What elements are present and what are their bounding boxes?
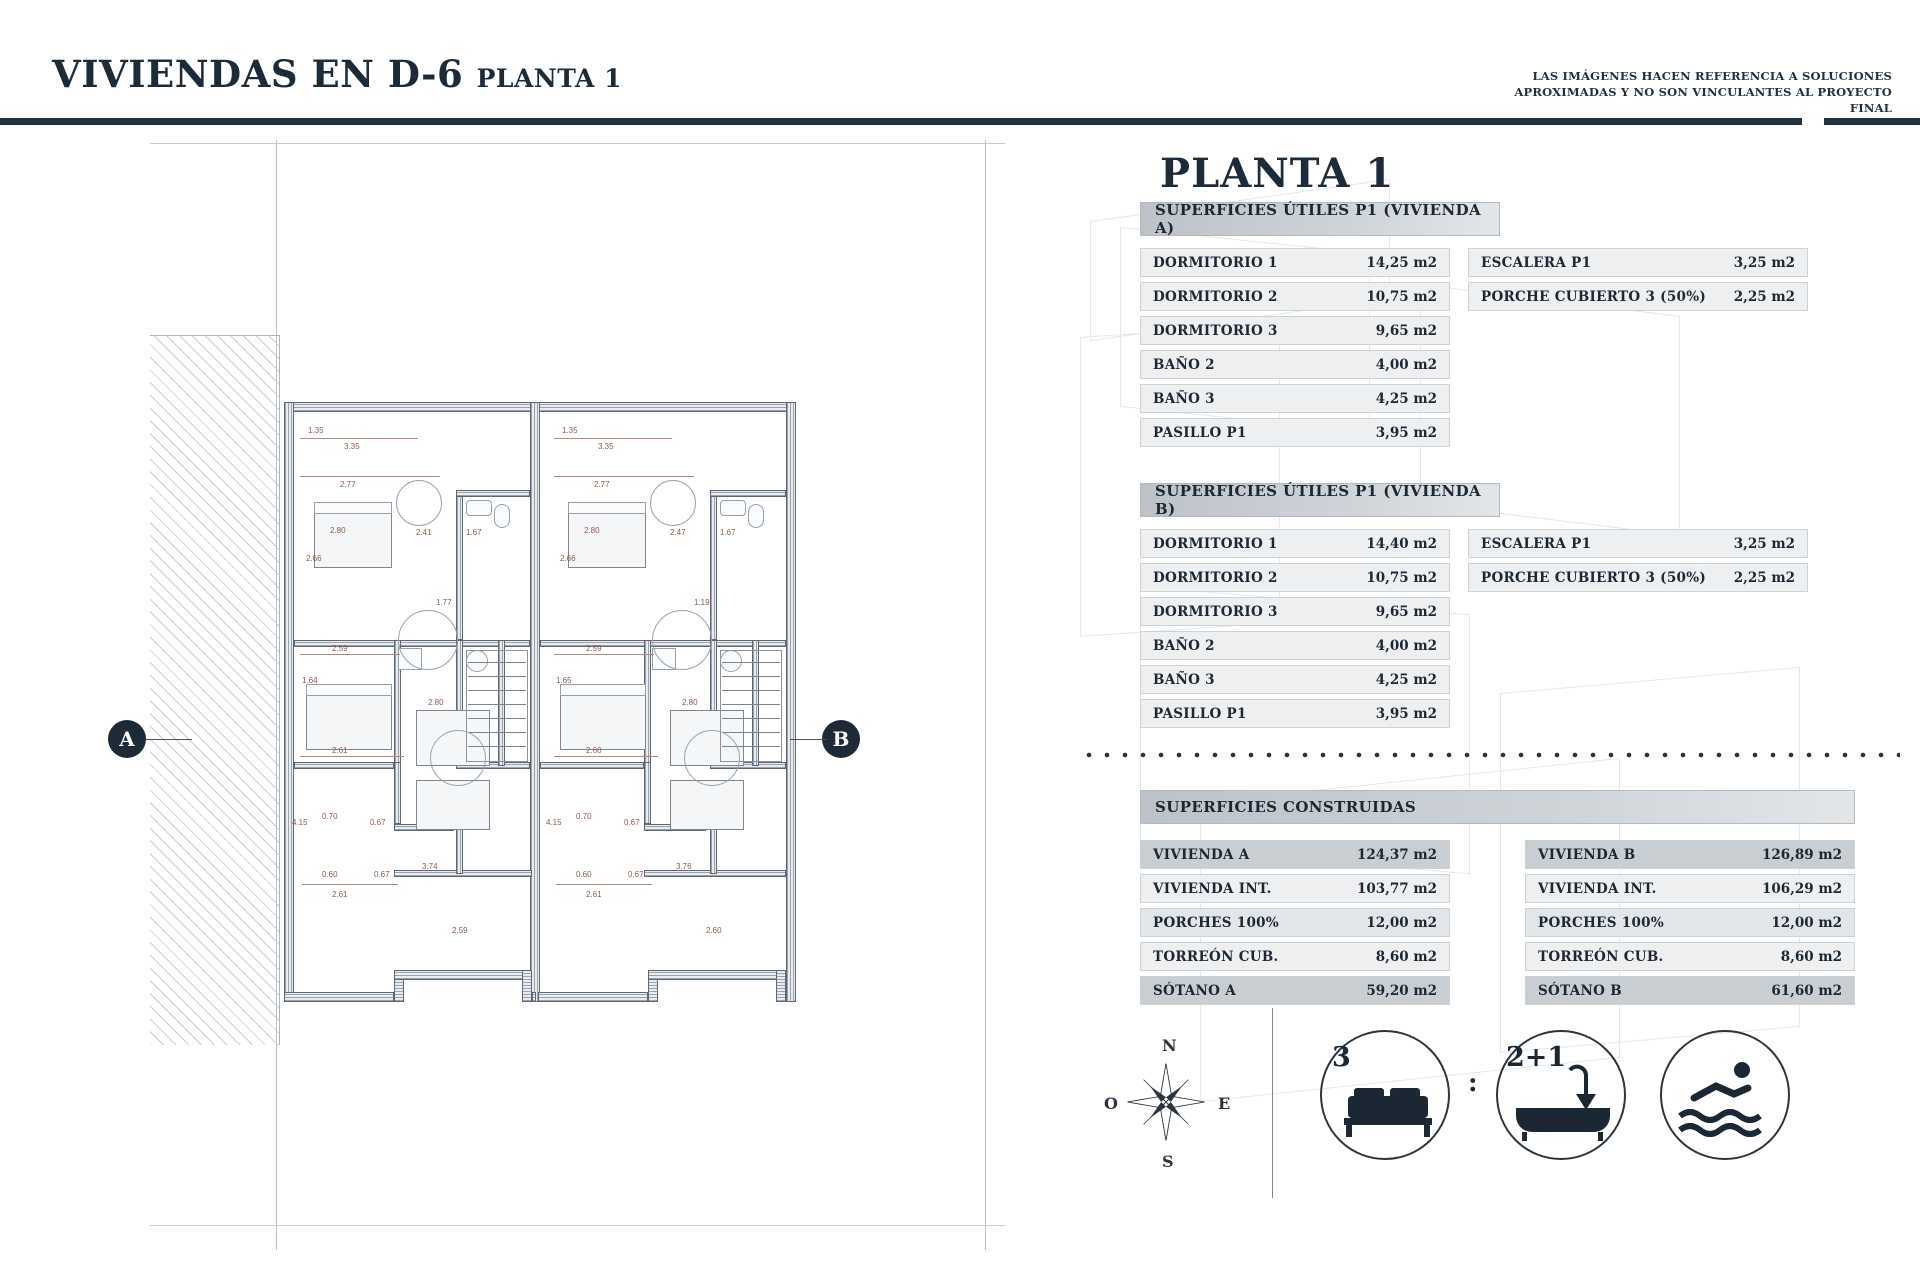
row-label: DORMITORIO 1 bbox=[1153, 254, 1278, 271]
dim-a-13: 3.74 bbox=[422, 862, 438, 871]
section-badge-b-label: B bbox=[832, 727, 850, 751]
wall-b-v2 bbox=[710, 490, 717, 640]
dim-b-14: 2.61 bbox=[586, 890, 602, 899]
headboard-b-dorm1 bbox=[568, 502, 646, 514]
dim-a-15: 2.59 bbox=[452, 926, 468, 935]
row-value: 106,29 m2 bbox=[1761, 880, 1842, 897]
wall-b-bath-top bbox=[710, 490, 786, 497]
wall-top-left bbox=[284, 402, 534, 412]
header-rule bbox=[0, 118, 1802, 125]
row-label: BAÑO 2 bbox=[1153, 637, 1215, 654]
row-value: 14,25 m2 bbox=[1366, 254, 1437, 271]
row-label: SÓTANO B bbox=[1538, 982, 1622, 999]
row-label: PORCHES 100% bbox=[1538, 914, 1664, 931]
row-value: 3,95 m2 bbox=[1375, 705, 1437, 722]
table-row bbox=[1140, 563, 1450, 592]
row-value: 14,40 m2 bbox=[1366, 535, 1437, 552]
bed-a-dorm1 bbox=[314, 510, 392, 568]
row-label: TORREÓN CUB. bbox=[1153, 948, 1279, 965]
table-row bbox=[1140, 874, 1450, 903]
row-label: VIVIENDA INT. bbox=[1538, 880, 1657, 897]
wall-top-right bbox=[538, 402, 796, 412]
section-heading-construidas bbox=[1140, 790, 1855, 824]
wall-bottom-step-2 bbox=[522, 970, 532, 1002]
section-heading-vivienda-a-label: SUPERFICIES ÚTILES P1 (VIVIENDA A) bbox=[1155, 201, 1482, 237]
row-value: 103,77 m2 bbox=[1356, 880, 1437, 897]
wall-bottom-step-4 bbox=[776, 970, 786, 1002]
dim-a-0: 1.35 bbox=[308, 426, 324, 435]
dim-a-12: 4.15 bbox=[292, 818, 308, 827]
dim-a-8: 2.59 bbox=[332, 644, 348, 653]
section-badge-a-label: A bbox=[119, 727, 135, 751]
dim-b-17: 0.67 bbox=[624, 818, 640, 827]
dim-b-12: 4.15 bbox=[546, 818, 562, 827]
dim-a-4: 1.67 bbox=[466, 528, 482, 537]
headboard-b-dorm2 bbox=[560, 684, 646, 696]
row-value: 4,25 m2 bbox=[1375, 390, 1437, 407]
toilet-a-bath2 bbox=[494, 504, 510, 528]
dim-b-9: 1.65 bbox=[556, 676, 572, 685]
compass-east-label: E bbox=[1218, 1094, 1231, 1113]
row-label: BAÑO 2 bbox=[1153, 356, 1215, 373]
table-row bbox=[1140, 384, 1450, 413]
row-label: PASILLO P1 bbox=[1153, 424, 1247, 441]
wall-bottom-l1 bbox=[284, 992, 394, 1002]
section-heading-vivienda-a bbox=[1140, 202, 1500, 236]
row-label: PORCHES 100% bbox=[1153, 914, 1279, 931]
row-value: 2,25 m2 bbox=[1733, 288, 1795, 305]
wall-left-outer bbox=[284, 402, 294, 1002]
row-value: 4,00 m2 bbox=[1375, 356, 1437, 373]
bed-icon bbox=[1340, 1080, 1436, 1142]
table-row bbox=[1468, 248, 1808, 277]
door-arc-a3 bbox=[396, 480, 442, 526]
row-value: 2,25 m2 bbox=[1733, 569, 1795, 586]
table-row bbox=[1140, 699, 1450, 728]
wall-a-v4 bbox=[394, 762, 401, 824]
dim-b-16: 0.70 bbox=[576, 812, 592, 821]
disclaimer bbox=[1492, 68, 1892, 116]
dim-b-15: 2.60 bbox=[706, 926, 722, 935]
dim-b-0: 1.35 bbox=[562, 426, 578, 435]
dim-a-10: 2.80 bbox=[428, 698, 444, 707]
building-outline bbox=[270, 310, 810, 1025]
dim-b-7: 1.19 bbox=[694, 598, 710, 607]
bed-b-dorm1 bbox=[568, 510, 646, 568]
row-value: 8,60 m2 bbox=[1375, 948, 1437, 965]
table-row bbox=[1525, 976, 1855, 1005]
row-value: 3,25 m2 bbox=[1733, 535, 1795, 552]
compass-south-label: S bbox=[1162, 1152, 1174, 1171]
row-label: VIVIENDA A bbox=[1153, 846, 1250, 863]
table-row bbox=[1468, 282, 1808, 311]
dim-a-7: 1.77 bbox=[436, 598, 452, 607]
row-label: DORMITORIO 1 bbox=[1153, 535, 1278, 552]
bedrooms-count: 3 bbox=[1332, 1042, 1351, 1073]
table-row bbox=[1140, 665, 1450, 694]
dim-b-1: 3.35 bbox=[598, 442, 614, 451]
row-value: 9,65 m2 bbox=[1375, 322, 1437, 339]
row-value: 4,00 m2 bbox=[1375, 637, 1437, 654]
table-row bbox=[1525, 840, 1855, 869]
bed-b-dorm2 bbox=[560, 692, 646, 750]
row-label: PORCHE CUBIERTO 3 (50%) bbox=[1481, 569, 1707, 586]
table-row bbox=[1140, 631, 1450, 660]
plan-guide-right bbox=[985, 140, 986, 1250]
row-value: 10,75 m2 bbox=[1366, 288, 1437, 305]
door-arc-b2 bbox=[684, 730, 740, 786]
row-label: DORMITORIO 3 bbox=[1153, 322, 1278, 339]
section-heading-construidas-label: SUPERFICIES CONSTRUIDAS bbox=[1155, 798, 1417, 816]
section-badge-b bbox=[822, 720, 860, 758]
plan-guide-bottom bbox=[150, 1225, 1005, 1226]
wall-bottom-l2 bbox=[394, 970, 530, 980]
plot-hatching bbox=[150, 335, 280, 1045]
wall-bottom-r2 bbox=[648, 970, 786, 980]
row-value: 8,60 m2 bbox=[1780, 948, 1842, 965]
row-label: BAÑO 3 bbox=[1153, 671, 1215, 688]
dim-b-8: 2.59 bbox=[586, 644, 602, 653]
table-row bbox=[1140, 908, 1450, 937]
dim-a-2: 2.77 bbox=[340, 480, 356, 489]
dim-b-10: 2.80 bbox=[682, 698, 698, 707]
row-label: VIVIENDA INT. bbox=[1153, 880, 1272, 897]
floor-plan bbox=[119, 140, 1005, 1250]
dim-b-3: 2.47 bbox=[670, 528, 686, 537]
page-title-text: VIVIENDAS EN D-6 bbox=[52, 52, 464, 96]
wall-b-v4 bbox=[644, 762, 651, 824]
row-label: DORMITORIO 2 bbox=[1153, 288, 1278, 305]
door-arc-a1 bbox=[398, 610, 458, 670]
row-value: 59,20 m2 bbox=[1366, 982, 1437, 999]
row-label: BAÑO 3 bbox=[1153, 390, 1215, 407]
panel-title: PLANTA 1 bbox=[1160, 150, 1395, 197]
dim-b-5: 2.80 bbox=[584, 526, 600, 535]
wall-bottom-l3 bbox=[532, 992, 536, 1002]
wall-a-mid-h2 bbox=[294, 762, 394, 769]
dim-a-9: 1.64 bbox=[302, 676, 318, 685]
dim-a-5: 2.80 bbox=[330, 526, 346, 535]
row-value: 9,65 m2 bbox=[1375, 603, 1437, 620]
dim-b-2: 2.77 bbox=[594, 480, 610, 489]
door-arc-b1 bbox=[652, 610, 712, 670]
row-value: 3,25 m2 bbox=[1733, 254, 1795, 271]
wall-b-mid-h2 bbox=[540, 762, 644, 769]
dim-a-18: 0.60 bbox=[322, 870, 338, 879]
door-arc-a2 bbox=[430, 730, 486, 786]
dim-a-17: 0.67 bbox=[370, 818, 386, 827]
bed-a-dorm2 bbox=[306, 692, 392, 750]
row-label: PASILLO P1 bbox=[1153, 705, 1247, 722]
table-row bbox=[1468, 563, 1808, 592]
plan-guide-top bbox=[150, 143, 1005, 144]
dim-b-18: 0.60 bbox=[576, 870, 592, 879]
table-row bbox=[1140, 529, 1450, 558]
row-label: TORREÓN CUB. bbox=[1538, 948, 1664, 965]
door-arc-b3 bbox=[650, 480, 696, 526]
dim-a-6: 2.66 bbox=[306, 554, 322, 563]
dim-a-11: 2.61 bbox=[332, 746, 348, 755]
wall-a-bath-top bbox=[456, 490, 530, 497]
wall-a-v5 bbox=[456, 824, 463, 874]
section-heading-vivienda-b-label: SUPERFICIES ÚTILES P1 (VIVIENDA B) bbox=[1155, 482, 1482, 518]
row-value: 124,37 m2 bbox=[1356, 846, 1437, 863]
sink-b-bath2 bbox=[720, 500, 746, 516]
row-label: ESCALERA P1 bbox=[1481, 254, 1592, 271]
table-row bbox=[1140, 976, 1450, 1005]
row-label: SÓTANO A bbox=[1153, 982, 1236, 999]
disclaimer-line-2: APROXIMADAS Y NO SON VINCULANTES AL PROYECTO FINAL bbox=[1514, 85, 1892, 115]
table-row bbox=[1140, 942, 1450, 971]
wall-right-outer bbox=[786, 402, 796, 1002]
table-row bbox=[1140, 282, 1450, 311]
section-badge-a bbox=[108, 720, 146, 758]
headboard-a-dorm2 bbox=[306, 684, 392, 696]
bed-b-dorm3b bbox=[670, 780, 744, 830]
compass-west-label: O bbox=[1104, 1094, 1118, 1113]
table-row bbox=[1140, 316, 1450, 345]
table-row bbox=[1140, 248, 1450, 277]
headboard-a-dorm1 bbox=[314, 502, 392, 514]
swimmer-pool-icon bbox=[1676, 1054, 1776, 1140]
compass-north-label: N bbox=[1162, 1036, 1177, 1055]
header-rule-right bbox=[1824, 118, 1920, 125]
compass-star-icon bbox=[1126, 1062, 1206, 1142]
row-value: 4,25 m2 bbox=[1375, 671, 1437, 688]
table-row bbox=[1525, 942, 1855, 971]
dim-b-6: 2.66 bbox=[560, 554, 576, 563]
row-value: 12,00 m2 bbox=[1366, 914, 1437, 931]
row-label: PORCHE CUBIERTO 3 (50%) bbox=[1481, 288, 1707, 305]
page-title-subtext: PLANTA 1 bbox=[476, 64, 622, 93]
dim-b-13: 3.76 bbox=[676, 862, 692, 871]
bed-a-dorm3b bbox=[416, 780, 490, 830]
row-value: 10,75 m2 bbox=[1366, 569, 1437, 586]
wall-party bbox=[530, 402, 540, 1002]
wall-bottom-r1 bbox=[538, 992, 648, 1002]
wall-a-h5 bbox=[394, 870, 532, 877]
table-row bbox=[1525, 874, 1855, 903]
icons-separator: : bbox=[1468, 1068, 1478, 1098]
bathrooms-count: 2+1 bbox=[1506, 1042, 1567, 1073]
row-label: ESCALERA P1 bbox=[1481, 535, 1592, 552]
toilet-b-bath2 bbox=[748, 504, 764, 528]
feature-icons bbox=[1310, 1020, 1890, 1190]
vertical-divider bbox=[1272, 1008, 1273, 1198]
dim-b-11: 2.60 bbox=[586, 746, 602, 755]
dim-b-19: 0.67 bbox=[628, 870, 644, 879]
dim-a-14: 2.61 bbox=[332, 890, 348, 899]
info-panel bbox=[1080, 140, 1900, 1260]
badge-a-leader bbox=[146, 739, 192, 740]
wall-a-v2 bbox=[456, 490, 463, 640]
dotted-divider bbox=[1080, 752, 1900, 758]
row-value: 3,95 m2 bbox=[1375, 424, 1437, 441]
bathtub-shower-icon bbox=[1506, 1064, 1626, 1144]
compass-rose bbox=[1090, 1020, 1250, 1190]
row-label: DORMITORIO 3 bbox=[1153, 603, 1278, 620]
row-value: 61,60 m2 bbox=[1771, 982, 1842, 999]
badge-b-leader bbox=[790, 739, 826, 740]
dim-a-19: 0.67 bbox=[374, 870, 390, 879]
row-value: 126,89 m2 bbox=[1761, 846, 1842, 863]
page-title bbox=[52, 52, 622, 96]
row-value: 12,00 m2 bbox=[1771, 914, 1842, 931]
dim-b-4: 1.67 bbox=[720, 528, 736, 537]
table-row bbox=[1525, 908, 1855, 937]
row-label: DORMITORIO 2 bbox=[1153, 569, 1278, 586]
dim-a-1: 3.35 bbox=[344, 442, 360, 451]
table-row bbox=[1140, 597, 1450, 626]
row-label: VIVIENDA B bbox=[1538, 846, 1636, 863]
table-row bbox=[1140, 350, 1450, 379]
disclaimer-line-1: LAS IMÁGENES HACEN REFERENCIA A SOLUCIONES bbox=[1532, 69, 1892, 83]
table-row bbox=[1468, 529, 1808, 558]
table-row bbox=[1140, 840, 1450, 869]
dim-a-16: 0.70 bbox=[322, 812, 338, 821]
page-header bbox=[0, 0, 1920, 120]
wall-b-v5 bbox=[710, 824, 717, 874]
dim-a-3: 2.41 bbox=[416, 528, 432, 537]
table-row bbox=[1140, 418, 1450, 447]
section-heading-vivienda-b bbox=[1140, 483, 1500, 517]
sink-a-bath2 bbox=[466, 500, 492, 516]
